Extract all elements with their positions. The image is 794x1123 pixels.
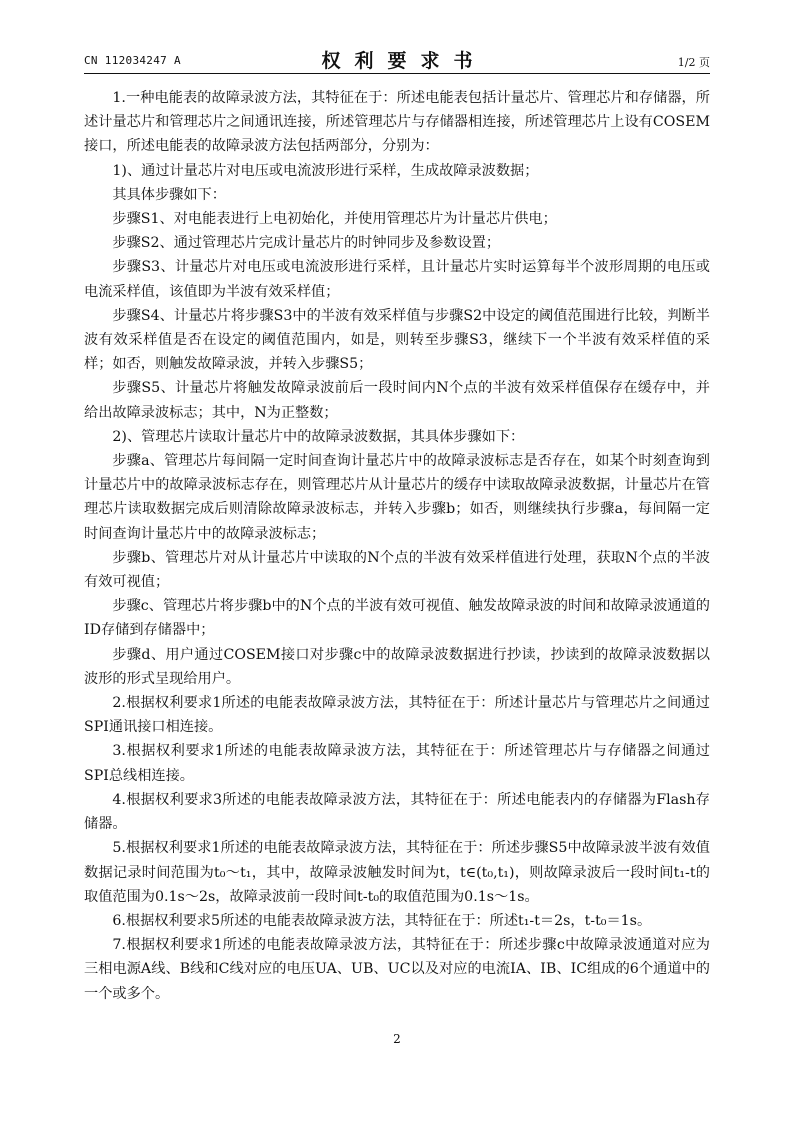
claim-paragraph: 7.根据权利要求1所述的电能表故障录波方法，其特征在于：所述步骤c中故障录波通道对应为三相电源A线、B线和C线对应的电压UA、UB、UC以及对应的电流IA、IB、IC组成的6个通道中的一个或多个。	[84, 937, 710, 1002]
claim-paragraph: 5.根据权利要求1所述的电能表故障录波方法，其特征在于：所述步骤S5中故障录波半波有效值数据记录时间范围为t₀～t₁，其中，故障录波触发时间为t，t∈(t₀,t₁)，则故障录波后一段时间t₁-t的取值范围为0.1s～2s，故障录波前一段时间t-t₀的取值范围为0.1s～1s。	[84, 840, 710, 905]
page-indicator: 1/2 页	[677, 56, 710, 69]
claim-paragraph: 4.根据权利要求3所述的电能表故障录波方法，其特征在于：所述电能表内的存储器为Flash存储器。	[84, 791, 710, 833]
document-title: 权利要求书	[321, 50, 487, 72]
claim-paragraph: 1)、通过计量芯片对电压或电流波形进行采样，生成故障录波数据；	[112, 162, 539, 179]
claim-paragraph: 3.根据权利要求1所述的电能表故障录波方法，其特征在于：所述管理芯片与存储器之间通过SPI总线相连接。	[84, 743, 710, 784]
patent-number: CN 112034247 A	[84, 54, 181, 67]
claim-paragraph: 步骤S3、计量芯片对电压或电流波形进行采样，且计量芯片实时运算每半个波形周期的电压或电流采样值，该值即为半波有效采样值；	[84, 259, 710, 300]
claim-paragraph: 步骤S4、计量芯片将步骤S3中的半波有效采样值与步骤S2中设定的阈值范围进行比较，判断半波有效采样值是否在设定的阈值范围内，如是，则转至步骤S3，继续下一个半波有效采样值的采样；如否，则触发故障录波，并转入步骤S5；	[84, 307, 710, 373]
page-number: 2	[393, 1032, 401, 1046]
claim-paragraph: 步骤S2、通过管理芯片完成计量芯片的时钟同步及参数设置；	[112, 235, 501, 252]
claim-paragraph: 步骤c、管理芯片将步骤b中的N个点的半波有效可视值、触发故障录波的时间和故障录波通道的ID存储到存储器中；	[84, 598, 710, 639]
claims-body	[84, 86, 710, 1006]
claim-paragraph: 步骤d、用户通过COSEM接口对步骤c中的故障录波数据进行抄读，抄读到的故障录波数据以波形的形式呈现给用户。	[84, 646, 710, 687]
claim-paragraph: 2)、管理芯片读取计量芯片中的故障录波数据，其具体步骤如下：	[112, 428, 525, 445]
header-divider	[84, 73, 710, 74]
claim-paragraph: 其具体步骤如下：	[112, 186, 226, 203]
claim-paragraph: 步骤S1、对电能表进行上电初始化，并使用管理芯片为计量芯片供电；	[112, 211, 557, 228]
claim-paragraph: 6.根据权利要求5所述的电能表故障录波方法，其特征在于：所述t₁-t＝2s，t-t₀＝1s。	[112, 912, 652, 929]
claim-paragraph: 步骤b、管理芯片对从计量芯片中读取的N个点的半波有效采样值进行处理，获取N个点的半波有效可视值；	[84, 549, 710, 591]
claim-paragraph: 2.根据权利要求1所述的电能表故障录波方法，其特征在于：所述计量芯片与管理芯片之间通过SPI通讯接口相连接。	[84, 695, 710, 736]
page-header	[84, 44, 710, 72]
claim-paragraph: 步骤S5、计量芯片将触发故障录波前后一段时间内N个点的半波有效采样值保存在缓存中，并给出故障录波标志；其中，N为正整数；	[84, 380, 710, 421]
claim-paragraph: 1.一种电能表的故障录波方法，其特征在于：所述电能表包括计量芯片、管理芯片和存储器，所述计量芯片和管理芯片之间通讯连接，所述管理芯片与存储器相连接，所述管理芯片上设有COSEM接口，所述电能表的故障录波方法包括两部分，分别为：	[84, 90, 710, 155]
claim-paragraph: 步骤a、管理芯片每间隔一定时间查询计量芯片中的故障录波标志是否存在，如某个时刻查询到计量芯片中的故障录波标志存在，则管理芯片从计量芯片的缓存中读取故障录波数据，计量芯片在管理芯片读取数据完成后则清除故障录波标志，并转入步骤b；如否，则继续执行步骤a，每间隔一定时间查询计量芯片中的故障录波标志；	[84, 453, 710, 542]
